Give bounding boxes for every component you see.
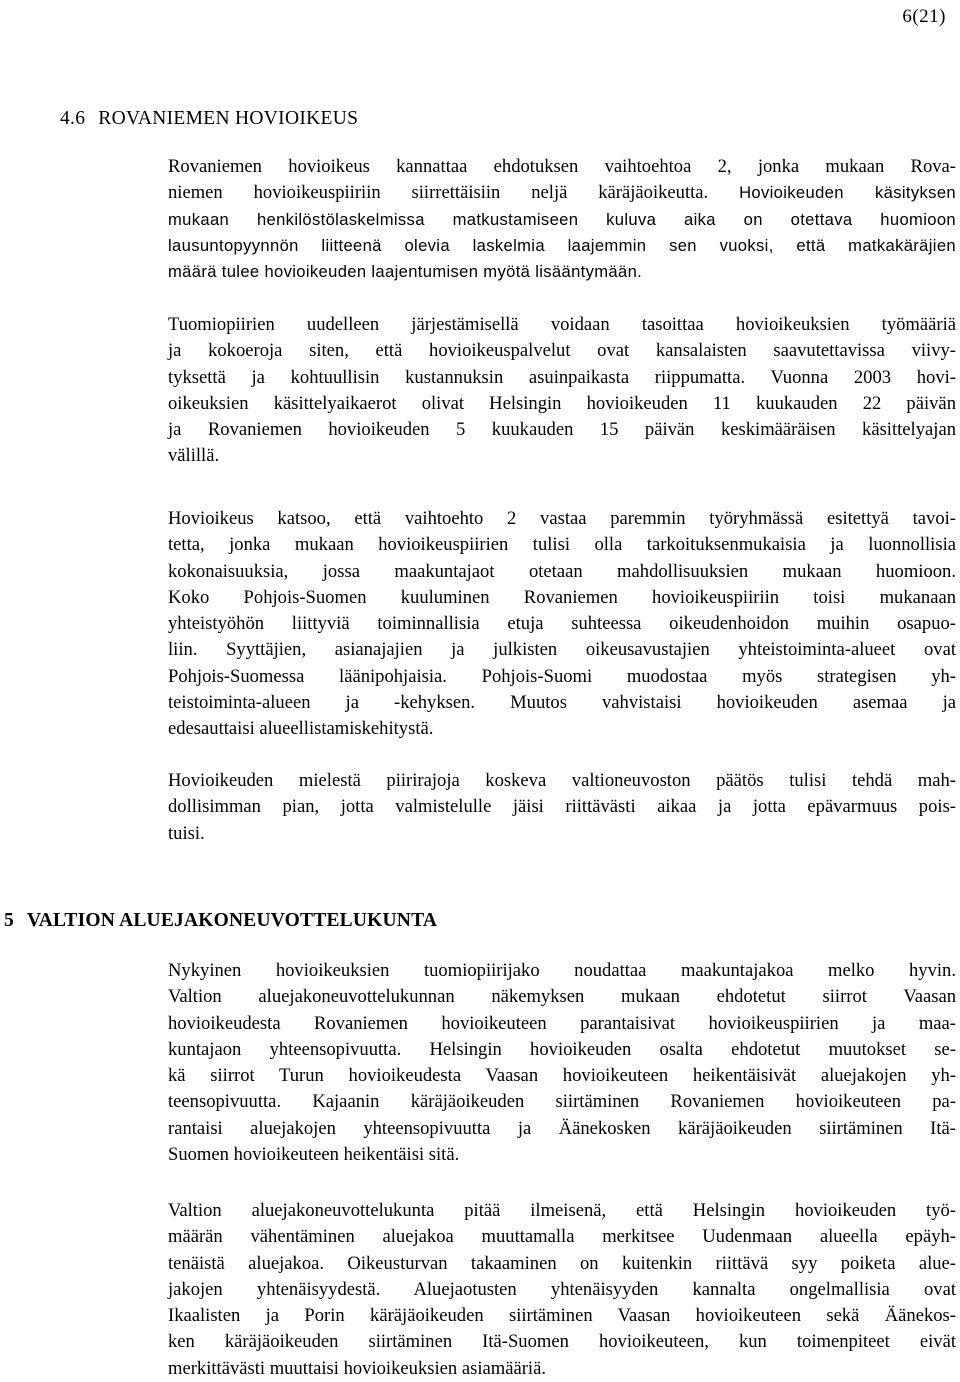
text-line: teensopivuutta. Kajaanin käräjäoikeuden siirtäminen Rovaniemen hovioikeuteen pa-	[168, 1091, 956, 1113]
page-number: 6(21)	[902, 6, 946, 27]
text-line: kokonaisuuksia, jossa maakuntajaot otetaan mahdollisuuksien mukaan huomioon.	[168, 560, 956, 582]
text-line: tuisi.	[168, 822, 205, 844]
text-line: hovioikeudesta Rovaniemen hovioikeuteen parantaisivat hovioikeuspiirien ja maa-	[168, 1012, 956, 1034]
text-line: teistoiminta-alueen ja -kehyksen. Muutos vahvistaisi hovioikeuden asemaa ja	[168, 692, 956, 714]
text-line: määrän vähentäminen aluejakoa muuttamalla merkitsee Uudenmaan alueella epäyh-	[168, 1226, 956, 1248]
section-5-heading	[4, 908, 437, 934]
text-line: yhteistyöhön liittyviä toiminnallisia etuja suhteessa oikeudenhoidon muihin osapuo-	[168, 613, 956, 635]
text-line: mukaan henkilöstölaskelmissa matkustamiseen kuluva aika on otettava huomioon	[168, 209, 956, 229]
paragraph-option-2-view	[168, 506, 956, 743]
section-number: 4.6	[60, 108, 86, 129]
text-line: tenäistä aluejakoa. Oikeusturvan takaaminen on kuitenkin riittävä syy poiketa alue-	[168, 1252, 956, 1274]
paragraph-decision-timing	[168, 768, 956, 847]
section-title: ROVANIEMEN HOVIOIKEUS	[98, 108, 359, 129]
text-line: Rovaniemen hovioikeus kannattaa ehdotuksen vaihtoehtoa 2, jonka mukaan Rova-	[168, 156, 956, 177]
paragraph-current-division	[168, 958, 956, 1168]
text-line: kä siirrot Turun hovioikeudesta Vaasan hovioikeuteen heikentäisivät aluejakojen yh-	[168, 1065, 956, 1087]
text-line: ja kokoeroja siten, että hovioikeuspalvelut ovat kansalaisten saavutettavissa viivy-	[168, 340, 956, 362]
text-line: kuntajaon yhteensopivuutta. Helsingin hovioikeuden osalta ehdotetut muutokset se-	[168, 1038, 956, 1060]
text-line: lausuntopyynnön liitteenä olevia laskelmia laajemmin sen vuoksi, että matkakäräjien	[168, 235, 956, 255]
text-line: Pohjois-Suomessa läänipohjaisia. Pohjois-Suomi muodostaa myös strategisen yh-	[168, 665, 956, 687]
text-line: dollisimman pian, jotta valmistelulle jäisi riittävästi aikaa ja jotta epävarmuus pois-	[168, 796, 956, 818]
text-line: Suomen hovioikeuteen heikentäisi sitä.	[168, 1144, 460, 1166]
text-run: Hovioikeuden käsityksen	[739, 183, 956, 203]
paragraph-helsinki-workload	[168, 1198, 956, 1382]
text-line: jakojen yhtenäisyydestä. Aluejaotusten yhtenäisyyden kannalta ongelmallisia ovat	[168, 1278, 956, 1300]
paragraph-workload-balancing	[168, 312, 956, 470]
text-line: Ikaalisten ja Porin käräjäoikeuden siirtäminen Vaasan hovioikeuteen sekä Äänekos-	[168, 1305, 956, 1327]
section-number: 5	[4, 910, 14, 931]
text-line: merkittävästi muuttaisi hovioikeuksien asiamääriä.	[168, 1357, 546, 1379]
text-line: välillä.	[168, 445, 220, 467]
text-line: Valtion aluejakoneuvottelukunnan näkemyksen mukaan ehdotetut siirrot Vaasan	[168, 986, 956, 1008]
text-line: määrä tulee hovioikeuden laajentumisen myötä lisääntymään.	[168, 262, 643, 282]
text-line: oikeuksien käsittelyaikaerot olivat Helsingin hovioikeuden 11 kuukauden 22 päivän	[168, 392, 956, 414]
text-line: tyksettä ja kohtuullisin kustannuksin asuinpaikasta riippumatta. Vuonna 2003 hovi-	[168, 366, 956, 388]
text-line: Koko Pohjois-Suomen kuuluminen Rovaniemen hovioikeuspiiriin toisi mukanaan	[168, 586, 956, 608]
text-line-mixed	[168, 180, 956, 206]
text-line: tetta, jonka mukaan hovioikeuspiirien tulisi olla tarkoituksenmukaisia ja luonnollisia	[168, 534, 956, 556]
section-4-6-heading	[60, 106, 358, 132]
text-line: ken käräjäoikeuden siirtäminen Itä-Suomen hovioikeuteen, kun toimenpiteet eivät	[168, 1331, 956, 1353]
text-line: Tuomiopiirien uudelleen järjestämisellä voidaan tasoittaa hovioikeuksien työmääriä	[168, 314, 956, 335]
text-line: Valtion aluejakoneuvottelukunta pitää ilmeisenä, että Helsingin hovioikeuden työ-	[168, 1200, 956, 1221]
text-line: Hovioikeus katsoo, että vaihtoehto 2 vastaa paremmin työryhmässä esitettyä tavoi-	[168, 508, 956, 529]
text-run: niemen hovioikeuspiiriin siirrettäisiin neljä käräjäoikeutta.	[168, 182, 709, 204]
text-line: ja Rovaniemen hovioikeuden 5 kuukauden 15 päivän keskimääräisen käsittelyajan	[168, 419, 956, 441]
text-line: liin. Syyttäjien, asianajajien ja julkisten oikeusavustajien yhteistoiminta-alueet ovat	[168, 639, 956, 661]
text-line: Nykyinen hovioikeuksien tuomiopiirijako noudattaa maakuntajakoa melko hyvin.	[168, 960, 956, 981]
text-line: Hovioikeuden mielestä piirirajoja koskeva valtioneuvoston päätös tulisi tehdä mah-	[168, 770, 956, 791]
paragraph-rovaniemi-support	[168, 154, 956, 285]
text-line: edesauttaisi alueellistamiskehitystä.	[168, 718, 434, 740]
text-line: rantaisi aluejakojen yhteensopivuutta ja Äänekosken käräjäoikeuden siirtäminen Itä-	[168, 1117, 956, 1139]
section-title: VALTION ALUEJAKONEUVOTTELUKUNTA	[26, 910, 438, 931]
